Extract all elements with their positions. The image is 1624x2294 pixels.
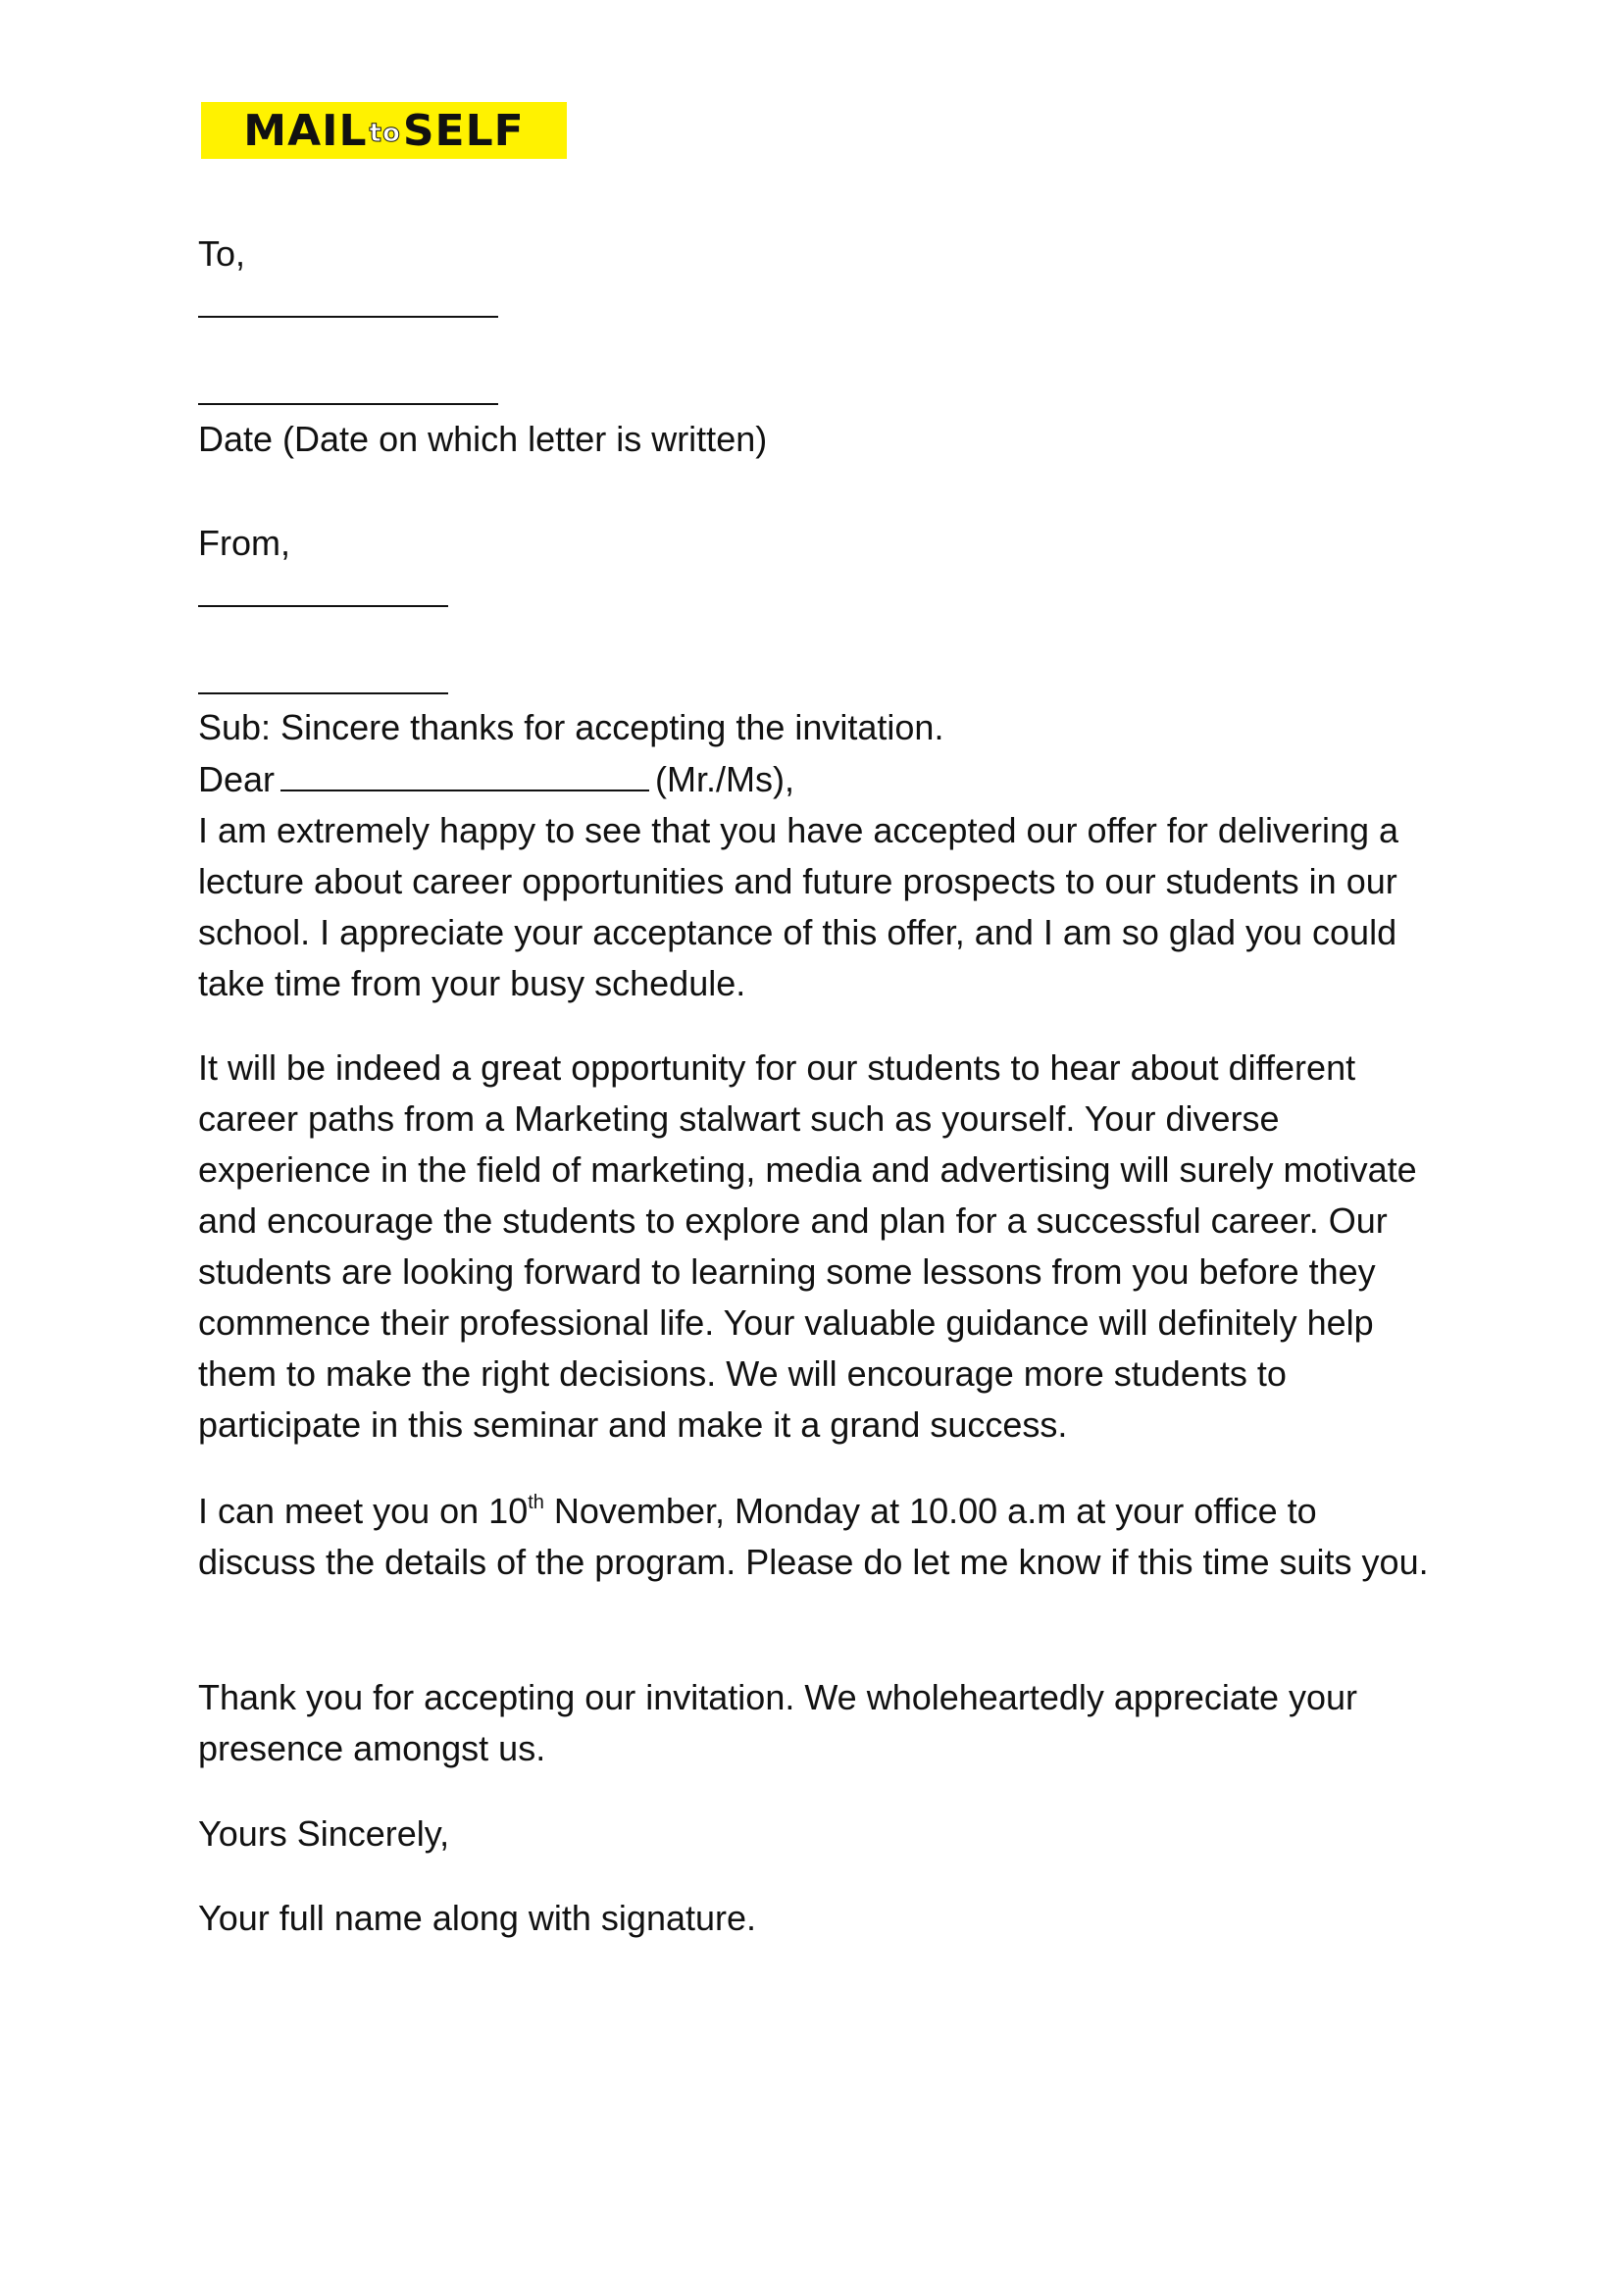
paragraph-3 (198, 1486, 1444, 1588)
from-address-blank-1 (198, 605, 448, 607)
paragraph-1: I am extremely happy to see that you have accepted our offer for delivering a lecture about career opportunities and future prospects to our students in our school. I appreciate your acceptance of this offer, and I am so glad you could take time from your busy schedule. (198, 810, 1399, 1003)
salutation-title: (Mr./Ms), (655, 759, 794, 799)
paragraph-3-start: I can meet you on 10 (198, 1491, 529, 1531)
logo-text-self: SELF (402, 105, 525, 156)
salutation (198, 754, 794, 805)
paragraph-2: It will be indeed a great opportunity for our students to hear about different career paths from a Marketing stalwart such as yourself. Your diverse experience in the field of marketing, media and advertising will surely motivate and encourage the students to explore and plan for a successful career. Our students are looking forward to learning some lessons from you before they commence their professional life. Your valuable guidance will definitely help them to make the right decisions. We will encourage more students to participate in this seminar and make it a grand success. (198, 1047, 1417, 1445)
to-address-blank-2 (198, 403, 498, 405)
from-label: From, (198, 523, 290, 563)
signature-line: Your full name along with signature. (198, 1898, 757, 1938)
to-address-blank-1 (198, 316, 498, 318)
paragraph-3-end: November, Monday at 10.00 a.m at your office to discuss the details of the program. Please do let me know if this time suits you. (198, 1491, 1429, 1582)
from-address-blank-2 (198, 692, 448, 694)
recipient-name-blank (280, 790, 649, 791)
closing: Yours Sincerely, (198, 1813, 450, 1854)
ordinal-suffix: th (528, 1492, 544, 1513)
logo-text-mail: MAIL (243, 105, 368, 156)
salutation-dear: Dear (198, 759, 276, 799)
to-label: To, (198, 233, 246, 274)
logo-text-to: to (369, 119, 401, 148)
paragraph-4: Thank you for accepting our invitation. We wholeheartedly appreciate your presence amongst us. (198, 1677, 1358, 1768)
date-line: Date (Date on which letter is written) (198, 419, 768, 459)
mailtoself-logo (201, 102, 567, 159)
subject-line: Sub: Sincere thanks for accepting the invitation. (198, 707, 944, 747)
